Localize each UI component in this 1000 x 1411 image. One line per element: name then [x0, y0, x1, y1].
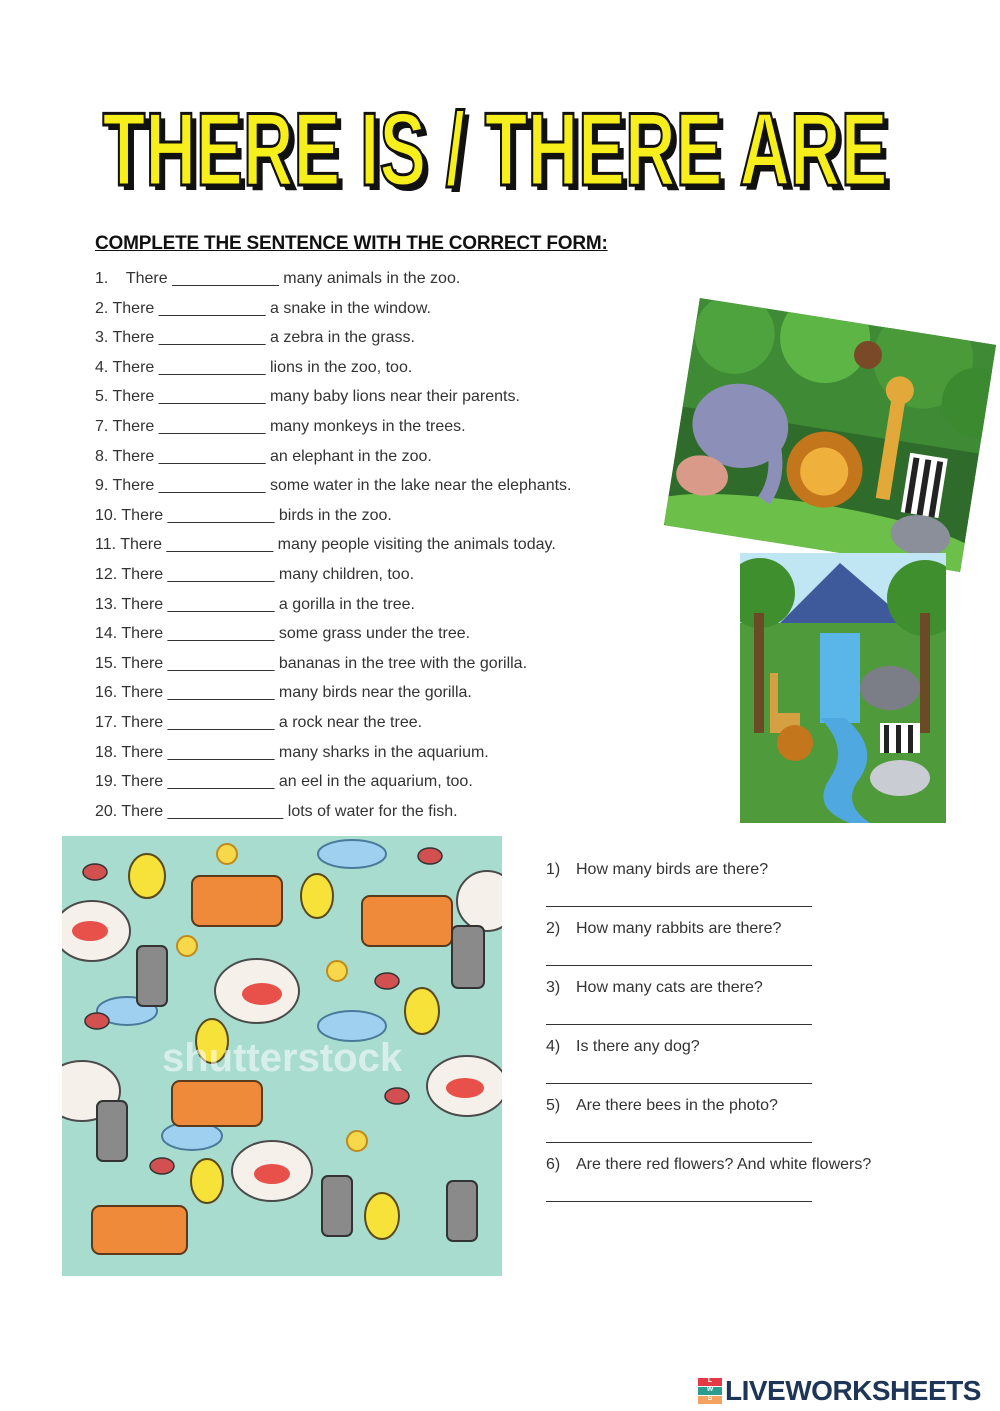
- answer-line[interactable]: [546, 884, 812, 907]
- liveworksheets-logo[interactable]: [698, 1376, 981, 1406]
- sentence-item[interactable]: 12. There ____________ many children, too.: [95, 565, 415, 583]
- sentence-item[interactable]: 1. There ____________ many animals in the zoo.: [95, 270, 461, 287]
- sentence-item[interactable]: 14. There ____________ some grass under the tree.: [95, 625, 471, 643]
- sentence-item[interactable]: 3. There ____________ a zebra in the grass.: [95, 329, 415, 347]
- svg-text:THERE IS / THERE ARE: THERE IS / THERE ARE: [107, 97, 893, 198]
- answer-line[interactable]: [546, 943, 812, 966]
- answer-line[interactable]: [546, 1179, 812, 1202]
- sentence-item[interactable]: 13. There ____________ a gorilla in the tree.: [95, 595, 415, 613]
- sentence-item[interactable]: 9. There ____________ some water in the lake near the elephants.: [95, 477, 572, 495]
- question-item: [546, 1151, 871, 1210]
- answer-line[interactable]: [546, 1002, 812, 1025]
- question-number: 2): [546, 920, 561, 937]
- title-text: THERE IS / THERE ARE: [102, 92, 888, 198]
- question-item: [546, 974, 871, 1033]
- sentence-item[interactable]: 15. There ____________ bananas in the tree with the gorilla.: [95, 654, 528, 672]
- question-text: Are there bees in the photo?: [576, 1097, 778, 1114]
- sentence-item[interactable]: 10. There ____________ birds in the zoo.: [95, 506, 392, 524]
- sentence-item[interactable]: 7. There ____________ many monkeys in the trees.: [95, 417, 466, 435]
- question-item: [546, 915, 871, 974]
- farm-animals-pattern-image: [62, 836, 502, 1276]
- waterfall-animals-illustration: [740, 553, 946, 823]
- sentence-item[interactable]: 19. There ____________ an eel in the aquarium, too.: [95, 773, 473, 791]
- sentence-item[interactable]: 2. There ____________ a snake in the window.: [95, 299, 431, 317]
- logo-badge-letter: L: [698, 1378, 722, 1386]
- logo-badge-letter: W: [698, 1387, 722, 1395]
- question-item: [546, 1092, 871, 1151]
- question-number: 6): [546, 1156, 561, 1173]
- question-text: Is there any dog?: [576, 1038, 700, 1055]
- question-item: [546, 856, 871, 915]
- brand-name: LIVEWORKSHEETS: [725, 1375, 981, 1406]
- sentence-item[interactable]: 5. There ____________ many baby lions near their parents.: [95, 388, 520, 406]
- sentence-item[interactable]: 11. There ____________ many people visiting the animals today.: [95, 536, 556, 554]
- question-number: 5): [546, 1097, 561, 1114]
- question-list: [546, 856, 871, 1210]
- question-text: Are there red flowers? And white flowers?: [576, 1156, 872, 1173]
- sentence-item[interactable]: 18. There ____________ many sharks in the aquarium.: [95, 743, 489, 761]
- sentence-item[interactable]: 8. There ____________ an elephant in the zoo.: [95, 447, 432, 465]
- watermark-text: shutterstock: [162, 1036, 403, 1080]
- logo-badge-icon: [698, 1378, 722, 1404]
- question-number: 4): [546, 1038, 561, 1055]
- instruction-heading: COMPLETE THE SENTENCE WITH THE CORRECT FORM:: [95, 233, 608, 254]
- logo-badge-letter: S: [698, 1396, 722, 1404]
- question-text: How many birds are there?: [576, 861, 769, 878]
- question-text: How many rabbits are there?: [576, 920, 782, 937]
- question-item: [546, 1033, 871, 1092]
- sentence-item[interactable]: 16. There ____________ many birds near the gorilla.: [95, 684, 472, 702]
- sentence-item[interactable]: 4. There ____________ lions in the zoo, too.: [95, 358, 413, 376]
- question-number: 3): [546, 979, 561, 996]
- question-number: 1): [546, 861, 561, 878]
- sentence-item[interactable]: 17. There ____________ a rock near the tree.: [95, 713, 423, 731]
- sentence-item[interactable]: 20. There _____________ lots of water for the fish.: [95, 802, 458, 820]
- worksheet-title: [95, 88, 895, 198]
- question-text: How many cats are there?: [576, 979, 763, 996]
- answer-line[interactable]: [546, 1061, 812, 1084]
- zoo-animals-illustration: [664, 298, 996, 572]
- answer-line[interactable]: [546, 1120, 812, 1143]
- sentence-list: [95, 264, 571, 826]
